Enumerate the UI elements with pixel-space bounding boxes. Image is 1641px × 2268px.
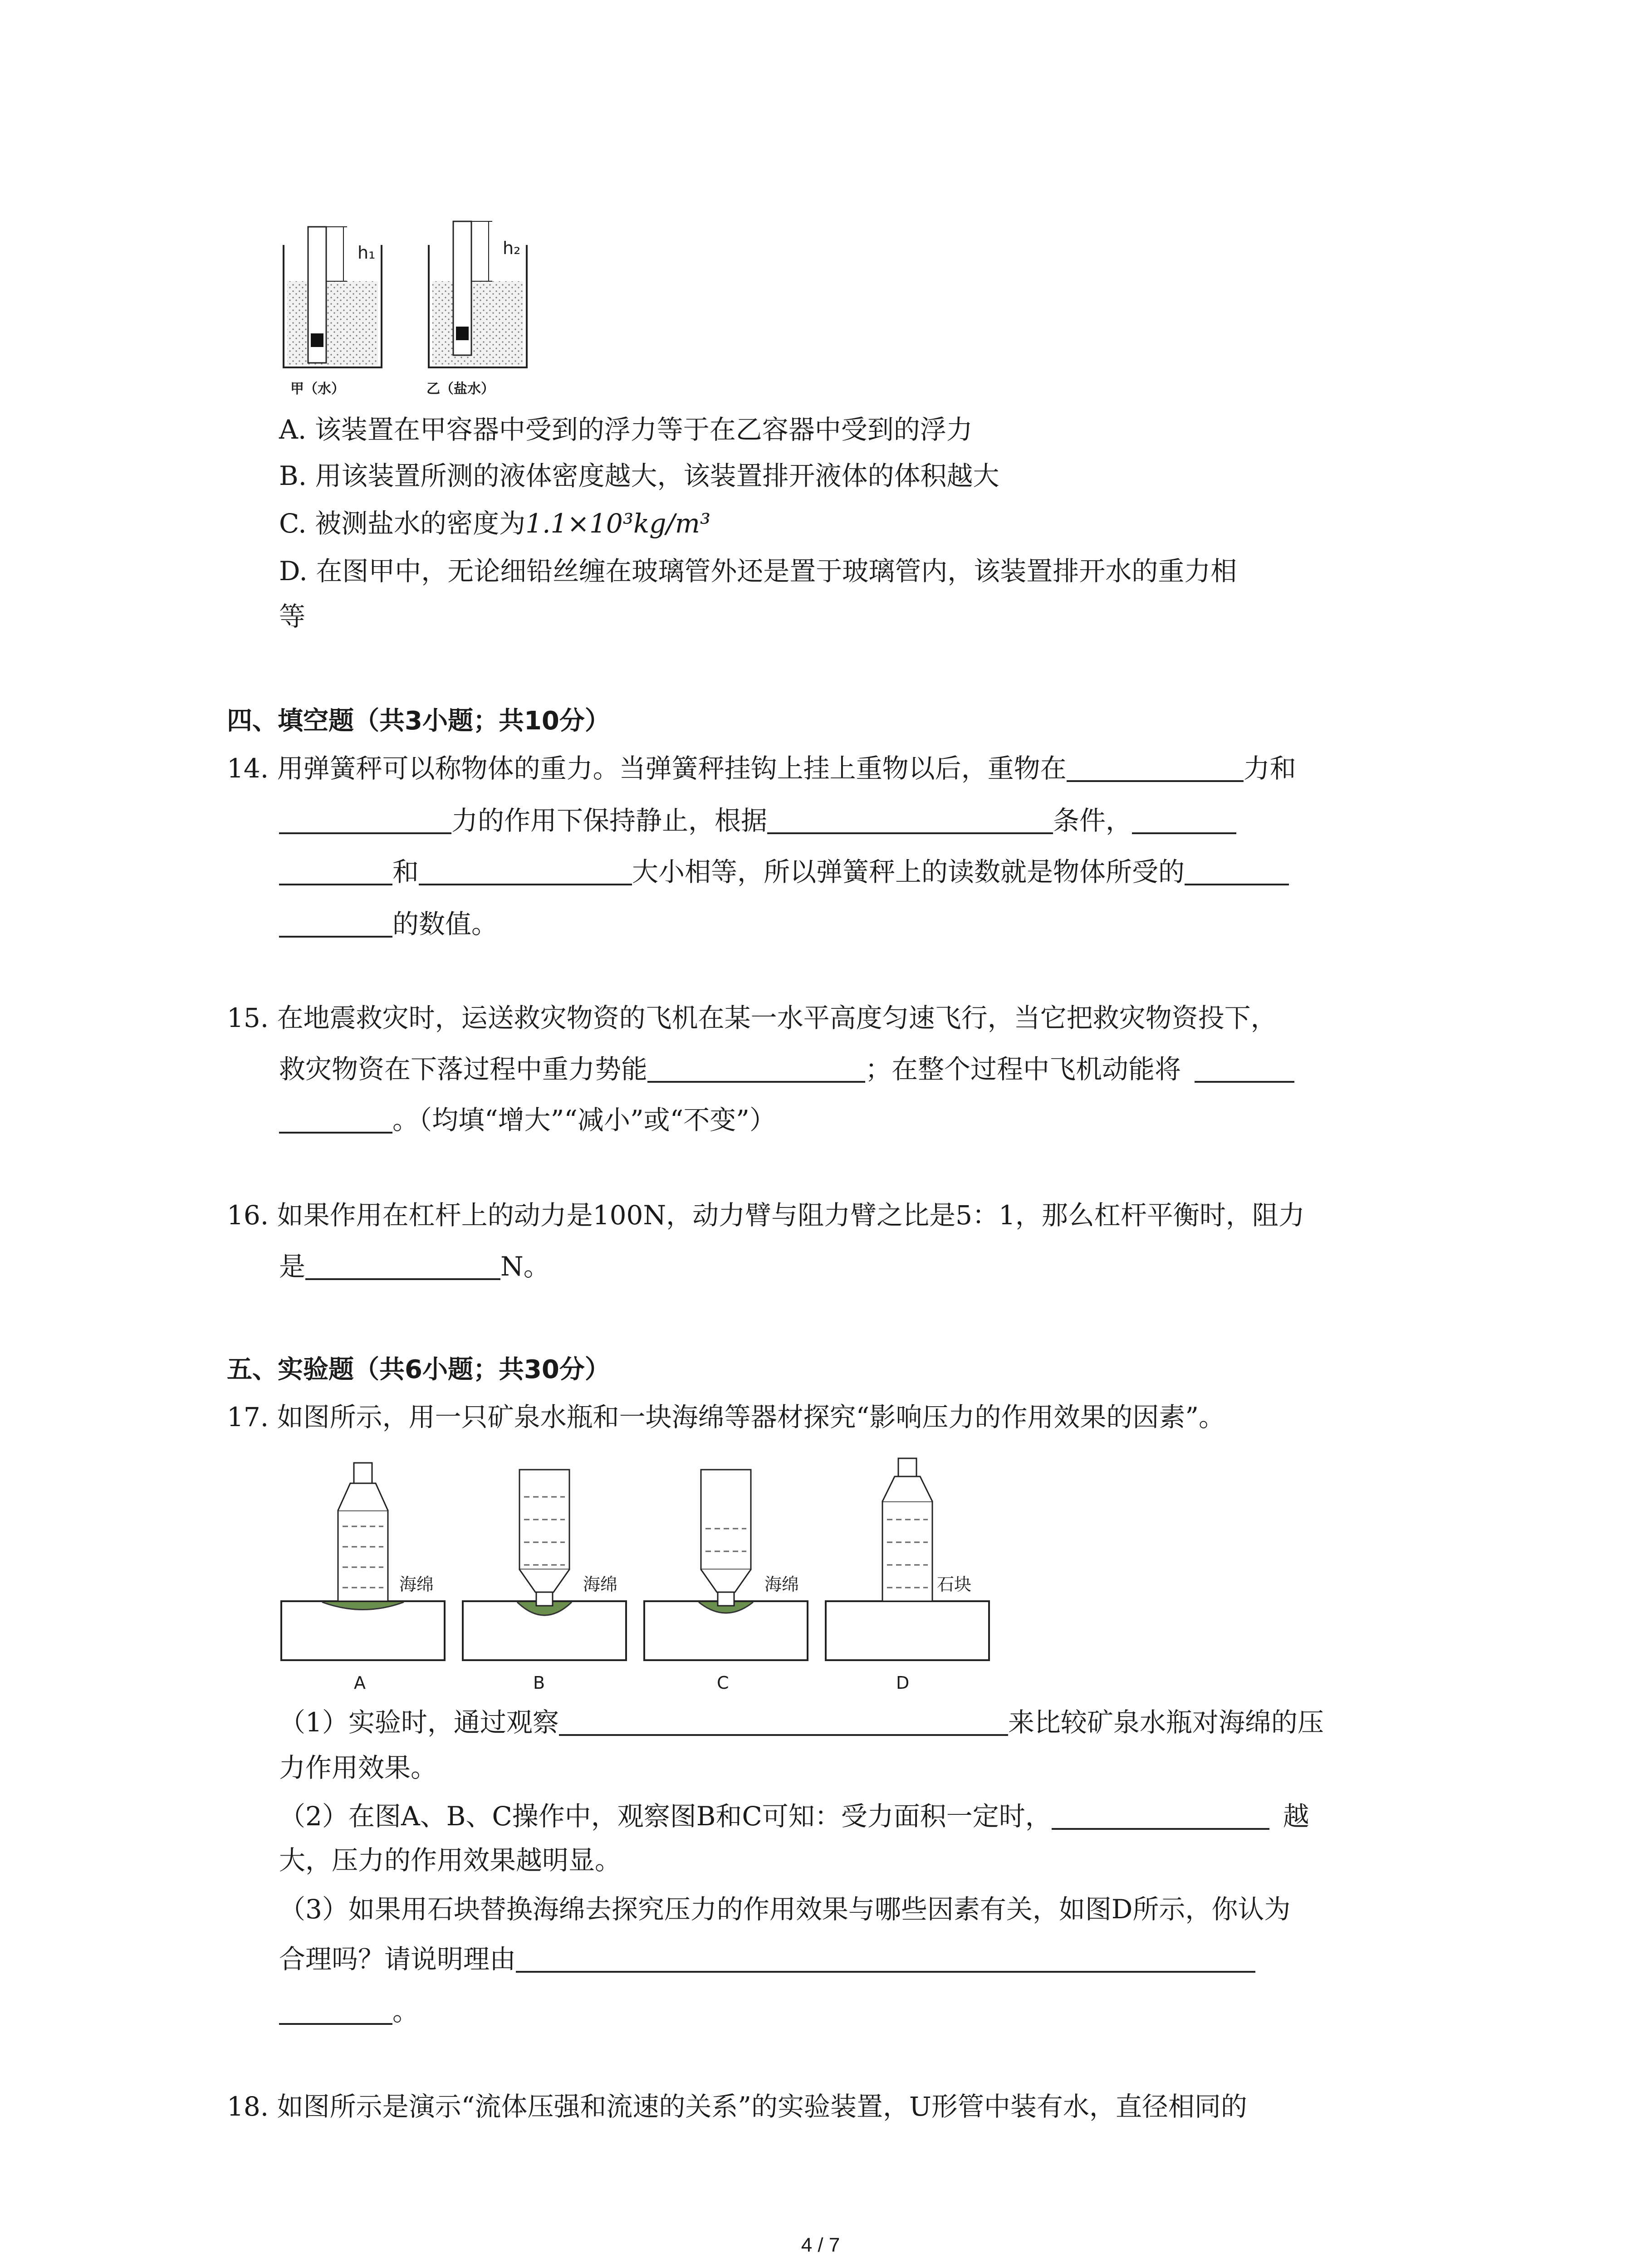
label-h2: h₂ bbox=[503, 238, 521, 258]
q17-text: （1）实验时，通过观察 bbox=[279, 1707, 559, 1738]
q16-line1: 16. 如果作用在杠杆上的动力是100N，动力臂与阻力臂之比是5：1，那么杠杆平衡时，阻力 bbox=[227, 1200, 1305, 1231]
setup-a bbox=[281, 1463, 445, 1660]
q17-blank-2[interactable] bbox=[1052, 1804, 1269, 1830]
q14-blank-5[interactable] bbox=[279, 860, 392, 885]
q14-text: 条件， bbox=[1053, 805, 1132, 836]
fig-label-b: B bbox=[533, 1673, 545, 1693]
q15-blank-3[interactable] bbox=[279, 1108, 392, 1134]
q17-text: 越 bbox=[1283, 1801, 1309, 1832]
q17-blank-3[interactable] bbox=[516, 1947, 1255, 1973]
q17-part2-line1 bbox=[279, 1803, 1309, 1830]
q14-blank-3[interactable] bbox=[767, 809, 1053, 834]
q15-blank-2[interactable] bbox=[1195, 1057, 1294, 1083]
q16-line2 bbox=[279, 1253, 550, 1280]
q18-stem: 18. 如图所示是演示“流体压强和流速的关系”的实验装置，U形管中装有水，直径相同的 bbox=[227, 2091, 1247, 2122]
page-number: 4 / 7 bbox=[801, 2234, 840, 2256]
option-d-line2: 等 bbox=[279, 601, 306, 632]
q14-text: 的数值。 bbox=[392, 909, 498, 939]
caption-water: 甲（水） bbox=[290, 381, 345, 397]
setup-c bbox=[644, 1470, 808, 1660]
label-h1: h₁ bbox=[358, 243, 376, 263]
q17-stem: 17. 如图所示，用一只矿泉水瓶和一块海绵等器材探究“影响压力的作用效果的因素”。 bbox=[227, 1402, 1225, 1432]
q17-text: 合理吗？请说明理由 bbox=[279, 1944, 516, 1975]
q17-part3-line2 bbox=[279, 1946, 1255, 1973]
q15-line3 bbox=[279, 1107, 776, 1134]
q15-text: ；在整个过程中飞机动能将 bbox=[865, 1054, 1181, 1085]
q17-part1-line1 bbox=[279, 1709, 1324, 1736]
q14-line4 bbox=[279, 911, 498, 938]
caption-saltwater: 乙（盐水） bbox=[426, 381, 495, 397]
option-c-text: C. 被测盐水的密度为 bbox=[279, 508, 526, 539]
q15-line2 bbox=[279, 1056, 1294, 1083]
option-d-line1: D. 在图甲中，无论细铅丝缠在玻璃管外还是置于玻璃管内，该装置排开水的重力相 bbox=[279, 556, 1237, 587]
q14-text: 和 bbox=[392, 856, 419, 887]
q14-blank-2[interactable] bbox=[279, 809, 451, 834]
q14-text: 力的作用下保持静止，根据 bbox=[451, 805, 768, 836]
option-c bbox=[279, 510, 710, 537]
setup-b bbox=[463, 1470, 626, 1660]
q16-text: 是 bbox=[279, 1251, 306, 1282]
q14-blank-8[interactable] bbox=[279, 912, 392, 938]
sponge-label-a: 海绵 bbox=[399, 1574, 434, 1594]
option-c-value: 1.1×10³kg/m³ bbox=[525, 508, 711, 539]
q16-text: N。 bbox=[500, 1251, 550, 1282]
q17-text: 来比较矿泉水瓶对海绵的压 bbox=[1008, 1707, 1324, 1738]
q15-line1: 15. 在地震救灾时，运送救灾物资的飞机在某一水平高度匀速飞行，当它把救灾物资投下， bbox=[227, 1002, 1277, 1033]
q14-blank-4[interactable] bbox=[1132, 809, 1236, 834]
q17-text: （2）在图A、B、C操作中，观察图B和C可知：受力面积一定时， bbox=[279, 1801, 1052, 1832]
q14-blank-7[interactable] bbox=[1185, 860, 1289, 885]
q17-part3-line3 bbox=[279, 1998, 419, 2025]
section-5-title: 五、实验题（共6小题；共30分） bbox=[227, 1355, 610, 1384]
q15-blank-1[interactable] bbox=[647, 1057, 865, 1083]
stone-label-d: 石块 bbox=[937, 1574, 972, 1594]
sponge-experiment-figure bbox=[272, 1456, 1497, 1665]
q14-text: 14. 用弹簧秤可以称物体的重力。当弹簧秤挂钩上挂上重物以后，重物在 bbox=[227, 753, 1067, 784]
q15-text: 救灾物资在下落过程中重力势能 bbox=[279, 1054, 648, 1085]
fig-label-c: C bbox=[717, 1673, 729, 1693]
q17-part1-line2: 力作用效果。 bbox=[279, 1752, 437, 1783]
q14-blank-6[interactable] bbox=[419, 860, 632, 885]
fig-label-d: D bbox=[896, 1673, 910, 1693]
q14-text: 力和 bbox=[1243, 753, 1296, 784]
q15-text: 。（均填“增大”“减小”或“不变”） bbox=[392, 1105, 776, 1135]
q17-part3-line1: （3）如果用石块替换海绵去探究压力的作用效果与哪些因素有关，如图D所示，你认为 bbox=[279, 1894, 1291, 1925]
q17-text: 。 bbox=[392, 1996, 419, 2027]
q14-line3 bbox=[279, 856, 1289, 887]
q17-blank-1[interactable] bbox=[559, 1711, 1008, 1736]
q14-line1 bbox=[227, 755, 1296, 782]
q17-blank-4[interactable] bbox=[279, 1999, 392, 2025]
q14-text: 大小相等，所以弹簧秤上的读数就是物体所受的 bbox=[632, 856, 1185, 887]
sponge-label-b: 海绵 bbox=[583, 1574, 618, 1594]
q17-part2-line2: 大，压力的作用效果越明显。 bbox=[279, 1845, 622, 1876]
q14-line2 bbox=[279, 807, 1236, 834]
q14-blank-1[interactable] bbox=[1067, 757, 1244, 782]
q16-blank-1[interactable] bbox=[305, 1255, 500, 1280]
option-b: B. 用该装置所测的液体密度越大，该装置排开液体的体积越大 bbox=[279, 460, 999, 491]
option-a: A. 该装置在甲容器中受到的浮力等于在乙容器中受到的浮力 bbox=[279, 414, 973, 445]
setup-d bbox=[826, 1458, 989, 1660]
fig-label-a: A bbox=[354, 1673, 366, 1693]
sponge-label-c: 海绵 bbox=[764, 1574, 799, 1594]
section-4-title: 四、填空题（共3小题；共10分） bbox=[227, 706, 610, 736]
